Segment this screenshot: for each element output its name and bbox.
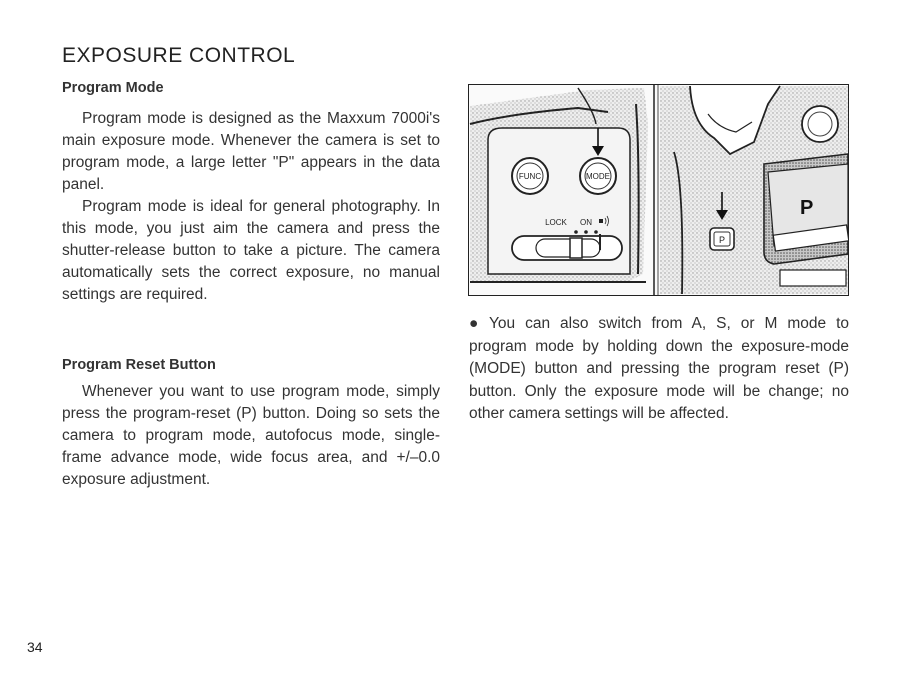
right-panel [660,86,849,294]
program-mode-heading: Program Mode [62,80,164,96]
program-mode-body [62,108,440,306]
program-reset-paragraph-1: Whenever you want to use program mode, simply press the program-reset (P) button. Doing so sets the camera to program mode, autofocus mode, single-frame advance mode, wide focus area, and +/–0.0 exposure adjustment. [62,383,440,488]
p-button-label: P [718,235,726,245]
page-title: EXPOSURE CONTROL [62,44,296,67]
program-mode-paragraph-1: Program mode is designed as the Maxxum 7000i's main exposure mode. Whenever the camera is set to program mode, a large letter "P" appears in the data panel. [62,110,440,193]
note-paragraph [469,313,849,426]
program-reset-heading: Program Reset Button [62,357,216,373]
on-label: ON [580,218,592,227]
camera-illustration [468,84,849,296]
func-button [512,158,548,194]
mode-button [580,158,616,194]
bullet-icon: ● [469,315,479,332]
program-mode-paragraph-2: Program mode is ideal for general photography. In this mode, you just aim the camera and press the shutter-release button to take a picture. The camera automatically sets the correct exposure, no manual settings are required. [62,198,440,303]
note-text: You can also switch from A, S, or M mode to program mode by holding down the exposure-mode (MODE) button and pressing the program reset (P) button. Only the exposure mode will be change; no other camera settings will be affected. [469,315,849,423]
program-reset-body [62,381,440,491]
mode-label: MODE [586,172,610,181]
lcd-p-indicator: P [800,197,814,219]
main-switch [512,234,622,260]
page-number: 34 [27,639,43,655]
func-label: FUNC [518,172,542,181]
lock-label: LOCK [545,218,567,227]
program-reset-button [710,228,734,250]
camera-illustration-svg [468,84,849,296]
